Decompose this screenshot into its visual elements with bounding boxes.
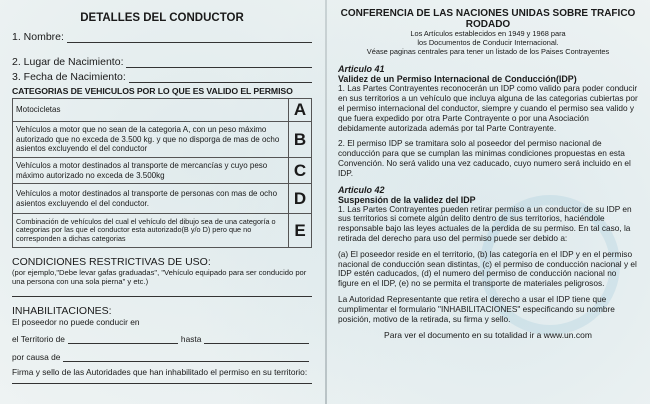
vehicle-categories-table <box>12 98 312 248</box>
article-42-paragraph-3: La Autoridad Representante que retira el derecho a usar el IDP tiene que cumplimentar el formulario "INHABILITACIONES" especificando su nombre posición, motivo de la retirada, su firma y sello. <box>338 293 615 324</box>
cause-row <box>12 348 312 362</box>
category-row-e <box>13 214 312 248</box>
article-41-title: Validez de un Permiso Internacional de Conducción(IDP) <box>338 74 577 85</box>
categories-header: CATEGORIAS DE VEHICULOS POR LO QUE ES VALIDO EL PERMISO <box>12 86 293 96</box>
article-42-paragraph-2: (a) El poseedor reside en el territorio, (b) las categoría en el IDP y en el permiso nacional de conducción sean distintas, (c) el permiso de conducción nacional y el IDP estén caducados, (d) el numero del permiso de conducción nacional no figure en el IDP, (e) no se permita el transporte de materiales peligrosos. <box>338 248 637 289</box>
category-row-b <box>13 122 312 158</box>
article-41-paragraph-2: 2. El permiso IDP se tramitara solo al poseedor del permiso nacional de conducción para que se cumplan las minimas condiciones propuestas en esta Convención. No será valido una vez caducado, cuyo numero será incluido en el IDP. <box>338 138 631 178</box>
category-letter: C <box>289 158 312 184</box>
cause-label: por causa de <box>12 352 61 362</box>
category-desc: Combinación de vehículos del cual el vehículo del dibujo sea de una categoría o categorias por las que el conductor esta autorizado(B y/o D) pero que no corresponden a dichas categorias <box>13 214 289 248</box>
birthdate-label: 3. Fecha de Nacimiento: <box>12 71 126 83</box>
category-row-d <box>13 184 312 214</box>
territory-row <box>12 330 312 344</box>
birthplace-line <box>126 58 312 68</box>
category-desc: Motocicletas <box>13 99 289 122</box>
convention-subtitle-2: los Documentos de Conducir Internacional. <box>417 37 559 47</box>
birthplace-label: 2. Lugar de Nacimiento: <box>12 56 124 68</box>
category-letter: E <box>289 214 312 248</box>
category-row-c <box>13 158 312 184</box>
restrictions-title: CONDICIONES RESTRICTIVAS DE USO: <box>12 256 211 268</box>
territory-line <box>68 335 178 344</box>
territory-label: el Territorio de <box>12 334 65 344</box>
article-42-label: Articulo 42 <box>338 184 385 195</box>
category-row-a <box>13 99 312 122</box>
category-desc: Vehículos a motor destinados al transporte de mercancías y cuyo peso máximo autorizado no exceda de 3.500kg <box>13 158 289 184</box>
article-42-title: Suspensión de la validez del IDP <box>338 194 476 205</box>
name-label: 1. Nombre: <box>12 31 64 43</box>
birthdate-line <box>129 73 312 83</box>
category-letter: A <box>289 99 312 122</box>
category-desc: Vehículos a motor que no sean de la categoria A, con un peso máximo autorizado que no exceda de 3.500 kg. y que no disporga de mas de ocho asientos excluyendo el del conductor <box>13 122 289 158</box>
inhabilitaciones-title: INHABILITACIONES: <box>12 305 112 317</box>
hasta-line <box>204 335 309 344</box>
convention-page <box>338 8 638 340</box>
category-letter: D <box>289 184 312 214</box>
footer-link-text: Para ver el documento en su totalidad ir a www.un.com <box>384 330 592 341</box>
page-fold <box>325 0 327 404</box>
inhabilitaciones-text: El poseedor no puede conducir en <box>12 317 140 327</box>
restrictions-line <box>12 286 312 297</box>
convention-subtitle-3: Véase paginas centrales para tener un listado de los Paises Contrayentes <box>366 46 610 56</box>
convention-title: CONFERENCIA DE LAS NACIONES UNIDAS SOBRE TRAFICO RODADO <box>340 8 636 30</box>
cause-line <box>63 353 309 362</box>
article-41-paragraph-1: 1. Las Partes Contrayentes reconocerán un IDP como valido para poder conducir en sus territorios a un vehículo que incluya alguna de las categorias cubiertas por el permiso internacional del conductor, siempre y cuando el permiso sea valido y que fuera expedido por otra Parte Contrayente o por una Asociación debidamente autorizada además por tal Parte Contrayente. <box>338 83 638 133</box>
signature-line <box>12 377 312 384</box>
article-42-paragraph-1: 1. Las Partes Contrayentes pueden retirar permiso a un conductor de su IDP en sus territorios si comete algún delito dentro de sus territorios, haciéndole responsable bajo las leyes actuales de la perdida de su permiso. En tal caso, la retirada del derecho para uso del permiso puede ser debido a: <box>338 203 632 243</box>
driver-details-title: DETALLES DEL CONDUCTOR <box>80 12 244 24</box>
driver-details-page <box>12 8 312 384</box>
category-letter: B <box>289 122 312 158</box>
hasta-label: hasta <box>180 334 202 344</box>
restrictions-example: (por ejemplo,"Debe levar gafas graduadas", "Vehículo equipado para ser conducido por una persona con una sola pierna" y etc.) <box>12 268 307 286</box>
name-line <box>67 33 312 43</box>
name-field <box>12 30 312 43</box>
convention-subtitle-1: Los Artículos establecidos en 1949 y 1968 para <box>410 29 566 38</box>
category-desc: Vehículos a motor destinados al transporte de personas con mas de ocho asientos excluyendo el del conductor. <box>13 184 289 214</box>
signature-text: Firma y sello de las Autoridades que han inhabilitado el permiso en su territorio: <box>12 367 308 377</box>
article-41-label: Articulo 41 <box>338 64 385 75</box>
birthdate-field <box>12 70 312 83</box>
birthplace-field <box>12 55 312 68</box>
